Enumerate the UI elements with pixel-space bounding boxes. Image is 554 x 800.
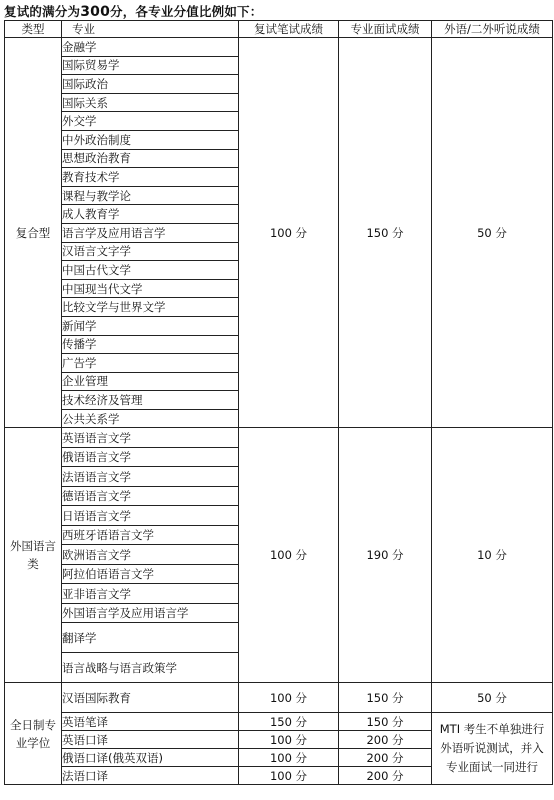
listening-score-cell: 50 分 xyxy=(432,38,553,428)
header-written: 复试笔试成绩 xyxy=(239,21,339,38)
table-row xyxy=(5,428,553,448)
major-cell: 俄语口译(俄英双语) xyxy=(62,749,239,767)
listening-score-cell: 10 分 xyxy=(432,428,553,683)
type-cell: 全日制专业学位 xyxy=(5,683,62,785)
major-cell: 汉语言文字学 xyxy=(62,242,239,261)
table-header-row xyxy=(5,21,553,38)
major-cell: 新闻学 xyxy=(62,316,239,335)
table-row xyxy=(5,683,553,713)
interview-score-cell: 200 分 xyxy=(339,731,432,749)
major-cell: 思想政治教育 xyxy=(62,149,239,168)
interview-score-cell: 150 分 xyxy=(339,38,432,428)
written-score-cell: 100 分 xyxy=(239,683,339,713)
major-cell: 西班牙语语言文学 xyxy=(62,525,239,545)
major-cell: 阿拉伯语语言文学 xyxy=(62,564,239,584)
major-cell: 金融学 xyxy=(62,38,239,57)
major-cell: 国际关系 xyxy=(62,93,239,112)
page-heading xyxy=(4,2,262,20)
major-cell: 公共关系学 xyxy=(62,409,239,428)
mti-note: MTI 考生不单独进行外语听说测试，并入专业面试一同进行 xyxy=(439,722,545,775)
major-cell: 中外政治制度 xyxy=(62,130,239,149)
type-cell: 外国语言类 xyxy=(5,428,62,683)
interview-score-cell: 200 分 xyxy=(339,749,432,767)
major-cell: 中国现当代文学 xyxy=(62,279,239,298)
major-cell: 教育技术学 xyxy=(62,168,239,187)
header-interview: 专业面试成绩 xyxy=(339,21,432,38)
written-score-cell: 150 分 xyxy=(239,713,339,731)
table-row xyxy=(5,38,553,57)
type-cell: 复合型 xyxy=(5,38,62,428)
heading-prefix: 复试的满分为 xyxy=(4,4,81,19)
written-score-cell: 100 分 xyxy=(239,731,339,749)
interview-score-cell: 150 分 xyxy=(339,713,432,731)
major-cell: 亚非语言文学 xyxy=(62,584,239,604)
header-listening: 外语/二外听说成绩 xyxy=(432,21,553,38)
major-cell: 俄语语言文学 xyxy=(62,447,239,467)
major-cell: 成人教育学 xyxy=(62,205,239,224)
heading-suffix: 分，各专业分值比例如下： xyxy=(110,4,263,19)
heading-points: 300 xyxy=(80,4,111,20)
major-cell: 德语语言文学 xyxy=(62,486,239,506)
score-ratio-table xyxy=(4,20,553,785)
major-cell: 外国语言学及应用语言学 xyxy=(62,603,239,623)
major-cell: 英语语言文学 xyxy=(62,428,239,448)
major-cell: 法语语言文学 xyxy=(62,467,239,487)
listening-score-cell: 50 分 xyxy=(432,683,553,713)
major-cell: 比较文学与世界文学 xyxy=(62,298,239,317)
major-cell: 法语口译 xyxy=(62,767,239,785)
major-cell: 汉语国际教育 xyxy=(62,683,239,713)
major-cell: 欧洲语言文学 xyxy=(62,545,239,565)
major-cell: 语言学及应用语言学 xyxy=(62,223,239,242)
written-score-cell: 100 分 xyxy=(239,767,339,785)
major-cell: 国际贸易学 xyxy=(62,56,239,75)
interview-score-cell: 190 分 xyxy=(339,428,432,683)
header-type: 类型 xyxy=(5,21,62,38)
major-cell: 英语笔译 xyxy=(62,713,239,731)
interview-score-cell: 200 分 xyxy=(339,767,432,785)
major-cell: 中国古代文学 xyxy=(62,261,239,280)
interview-score-cell: 150 分 xyxy=(339,683,432,713)
major-cell: 企业管理 xyxy=(62,372,239,391)
major-cell: 日语语言文学 xyxy=(62,506,239,526)
major-cell: 广告学 xyxy=(62,354,239,373)
mti-note-cell xyxy=(432,713,553,785)
major-cell: 英语口译 xyxy=(62,731,239,749)
written-score-cell: 100 分 xyxy=(239,428,339,683)
major-cell: 课程与教学论 xyxy=(62,186,239,205)
major-cell: 技术经济及管理 xyxy=(62,391,239,410)
major-cell: 传播学 xyxy=(62,335,239,354)
table-row xyxy=(5,713,553,731)
major-cell: 翻译学 xyxy=(62,623,239,653)
major-cell: 语言战略与语言政策学 xyxy=(62,653,239,683)
major-cell: 国际政治 xyxy=(62,75,239,94)
header-major: 专业 xyxy=(62,21,239,38)
major-cell: 外交学 xyxy=(62,112,239,131)
written-score-cell: 100 分 xyxy=(239,38,339,428)
written-score-cell: 100 分 xyxy=(239,749,339,767)
